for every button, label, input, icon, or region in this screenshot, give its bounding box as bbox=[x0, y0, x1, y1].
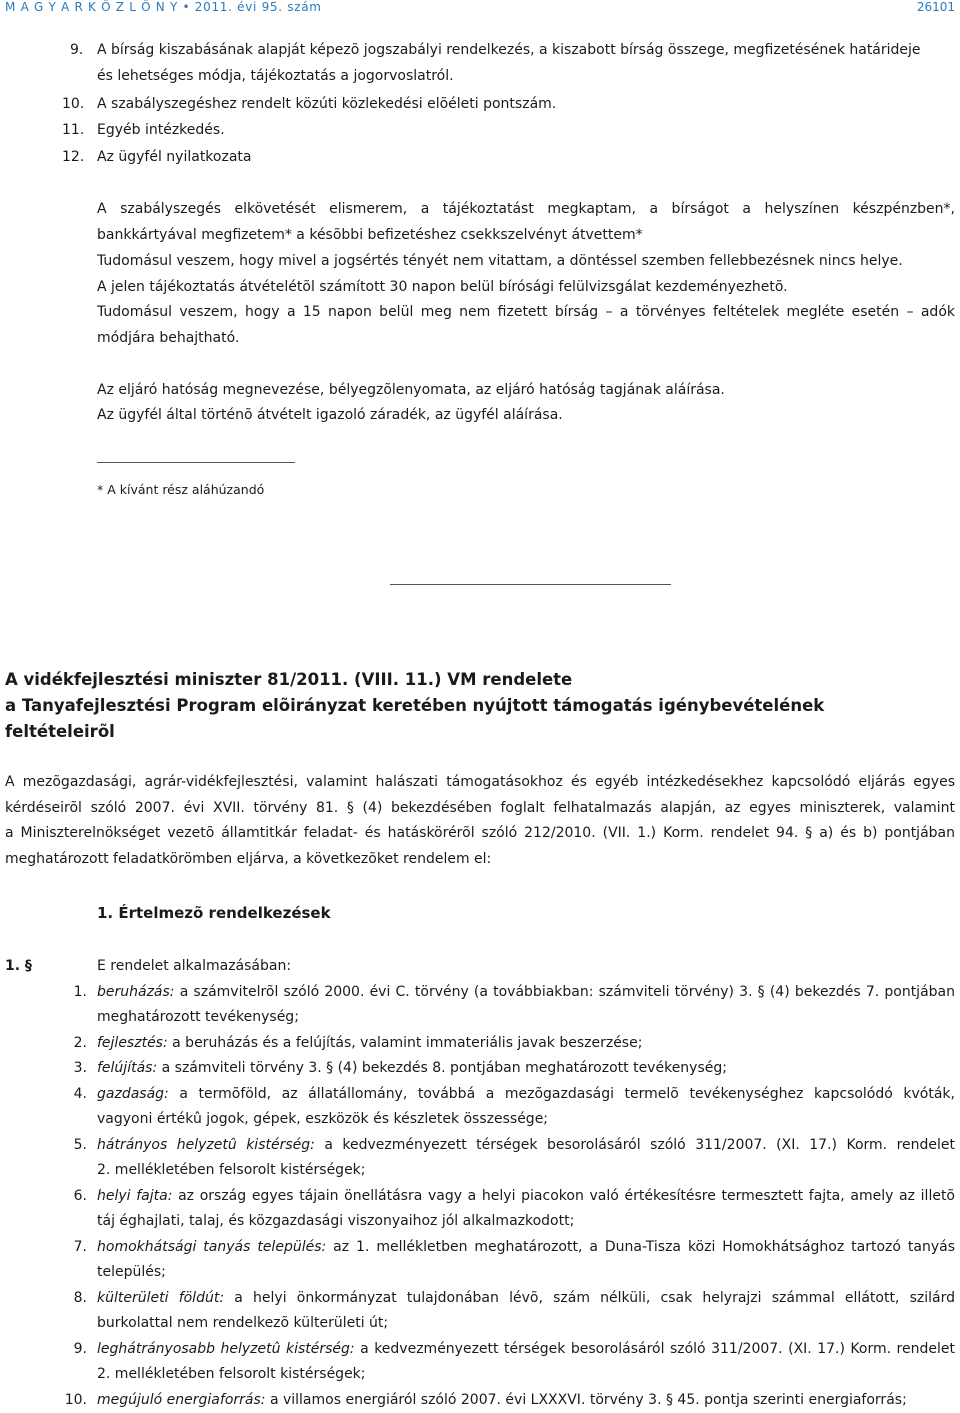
declaration-line: A jelen tájékoztatás átvételétõl számított 30 napon belül bírósági felülvizsgálat kezdeményezhetõ. bbox=[97, 279, 788, 295]
definition-text: a termõföld, az állatállomány, továbbá a mezõgazdasági termelõ tevékenységhez kapcsolódó kvóták, bbox=[168, 1086, 955, 1102]
journal-title: M A G Y A R K Ö Z L Ö N Y • 2011. évi 95. szám bbox=[5, 0, 322, 14]
definition-text: vagyoni értékû jogok, gépek, eszközök és készletek összessége; bbox=[97, 1111, 549, 1127]
definition-text: a kedvezményezett térségek besorolásáról szóló 311/2007. (XI. 17.) Korm. rendelet bbox=[314, 1137, 955, 1153]
definition-number: 8. bbox=[73, 1290, 87, 1306]
definition-text: meghatározott tevékenység; bbox=[97, 1009, 299, 1025]
chapter-heading: 1. Értelmezõ rendelkezések bbox=[97, 904, 331, 922]
definition-term: beruházás: bbox=[97, 984, 175, 1000]
signature-line: Az eljáró hatóság megnevezése, bélyegzõlenyomata, az eljáró hatóság tagjának aláírása. bbox=[97, 382, 725, 398]
definition-text: az ország egyes tájain önellátásra vagy a helyi piacokon való értékesítésre termesztett fajta, amely az illetõ bbox=[172, 1188, 956, 1204]
definition-term: helyi fajta: bbox=[97, 1188, 173, 1204]
list-item-text: és lehetséges módja, tájékoztatás a jogorvoslatról. bbox=[97, 68, 454, 84]
definition-number: 9. bbox=[73, 1341, 87, 1357]
list-number: 11. bbox=[62, 122, 85, 138]
definition-item bbox=[97, 979, 955, 1005]
declaration-line: Tudomásul veszem, hogy mivel a jogsértés tényét nem vitattam, a döntéssel szemben fellebbezésnek nincs helye. bbox=[97, 253, 903, 269]
definition-text: település; bbox=[97, 1264, 166, 1280]
definition-text: a számviteli törvény 3. § (4) bekezdés 8. pontjában meghatározott tevékenység; bbox=[157, 1060, 727, 1076]
definition-item bbox=[97, 1387, 907, 1413]
definition-text: burkolattal nem rendelkezõ külterületi út; bbox=[97, 1315, 389, 1331]
definition-term: külterületi földút: bbox=[97, 1290, 225, 1306]
definition-item bbox=[97, 1030, 642, 1056]
definition-term: homokhátsági tanyás település: bbox=[97, 1239, 327, 1255]
definition-text: az 1. mellékletben meghatározott, a Duna-Tisza közi Homokhátsághoz tartozó tanyás bbox=[326, 1239, 955, 1255]
preamble-line: kérdéseirõl szóló 2007. évi XVII. törvény 81. § (4) bekezdésében foglalt felhatalmazás alapján, az egyes miniszterek, valamint bbox=[5, 800, 955, 816]
list-number: 12. bbox=[62, 149, 85, 165]
signature-line: Az ügyfél által történõ átvételt igazoló záradék, az ügyfél aláírása. bbox=[97, 407, 563, 423]
definition-item bbox=[97, 1081, 955, 1107]
footnote-rule bbox=[97, 462, 295, 463]
definition-number: 3. bbox=[73, 1060, 87, 1076]
definition-number: 6. bbox=[73, 1188, 87, 1204]
footnote: * A kívánt rész aláhúzandó bbox=[97, 482, 265, 497]
definition-term: megújuló energiaforrás: bbox=[97, 1392, 266, 1408]
list-item-text: A bírság kiszabásának alapját képezõ jogszabályi rendelkezés, a kiszabott bírság összege, megfizetésének határideje bbox=[97, 42, 921, 58]
definition-text: a beruházás és a felújítás, valamint immateriális javak beszerzése; bbox=[167, 1035, 643, 1051]
definition-text: a kedvezményezett térségek besorolásáról szóló 311/2007. (XI. 17.) Korm. rendelet bbox=[354, 1341, 955, 1357]
definition-item bbox=[97, 1183, 955, 1209]
declaration-line: Tudomásul veszem, hogy a 15 napon belül meg nem fizetett bírság – a törvényes feltételek megléte esetén – adók bbox=[97, 304, 955, 320]
page-number: 26101 bbox=[916, 0, 955, 14]
page-header bbox=[5, 0, 955, 22]
definition-item bbox=[97, 1285, 955, 1311]
definition-term: hátrányos helyzetû kistérség: bbox=[97, 1137, 315, 1153]
preamble-line: A mezõgazdasági, agrár-vidékfejlesztési, valamint halászati támogatásokhoz és egyéb intézkedésekhez kapcsolódó eljárás egyes bbox=[5, 774, 955, 790]
definition-text: a helyi önkormányzat tulajdonában lévõ, szám nélküli, csak helyrajzi számmal ellátott, szilárd bbox=[224, 1290, 955, 1306]
decree-subtitle: feltételeirõl bbox=[5, 722, 115, 741]
definition-item bbox=[97, 1055, 727, 1081]
definition-text: a villamos energiáról szóló 2007. évi LXXXVI. törvény 3. § 45. pontja szerinti energiaforrás; bbox=[265, 1392, 907, 1408]
definition-number: 7. bbox=[73, 1239, 87, 1255]
declaration-line: módjára behajtható. bbox=[97, 330, 240, 346]
list-number: 9. bbox=[70, 42, 84, 58]
definition-number: 1. bbox=[73, 984, 87, 1000]
decree-title: A vidékfejlesztési miniszter 81/2011. (VIII. 11.) VM rendelete bbox=[5, 670, 573, 689]
definition-item bbox=[97, 1336, 955, 1362]
section-intro: E rendelet alkalmazásában: bbox=[97, 958, 292, 974]
list-item-text: A szabályszegéshez rendelt közúti közlekedési elõéleti pontszám. bbox=[97, 96, 557, 112]
declaration-line: A szabályszegés elkövetését elismerem, a tájékoztatást megkaptam, a bírságot a helyszínen készpénzben*, bbox=[97, 201, 955, 217]
preamble-line: a Miniszterelnökséget vezetõ államtitkár feladat- és hatáskörérõl szóló 212/2010. (VII. 1.) Korm. rendelet 94. § a) és b) pontjában bbox=[5, 825, 955, 841]
definition-number: 2. bbox=[73, 1035, 87, 1051]
definition-term: felújítás: bbox=[97, 1060, 158, 1076]
preamble-line: meghatározott feladatkörömben eljárva, a következõket rendelem el: bbox=[5, 851, 492, 867]
list-number: 10. bbox=[62, 96, 85, 112]
definition-text: a számvitelrõl szóló 2000. évi C. törvény (a továbbiakban: számviteli törvény) 3. § (4) bekezdés 7. pontjában bbox=[174, 984, 955, 1000]
list-item-text: Egyéb intézkedés. bbox=[97, 122, 225, 138]
definition-number: 10. bbox=[64, 1392, 87, 1408]
decree-subtitle: a Tanyafejlesztési Program elõirányzat keretében nyújtott támogatás igénybevételének bbox=[5, 696, 825, 715]
definition-number: 4. bbox=[73, 1086, 87, 1102]
section-mark: 1. § bbox=[5, 958, 32, 974]
section-separator bbox=[390, 584, 671, 585]
declaration-line: bankkártyával megfizetem* a késõbbi befizetéshez csekkszelvényt átvettem* bbox=[97, 227, 643, 243]
definition-text: 2. mellékletében felsorolt kistérségek; bbox=[97, 1366, 366, 1382]
definition-number: 5. bbox=[73, 1137, 87, 1153]
definition-text: 2. mellékletében felsorolt kistérségek; bbox=[97, 1162, 366, 1178]
definition-item bbox=[97, 1234, 955, 1260]
definition-item bbox=[97, 1132, 955, 1158]
definition-term: leghátrányosabb helyzetû kistérség: bbox=[97, 1341, 355, 1357]
list-item-text: Az ügyfél nyilatkozata bbox=[97, 149, 252, 165]
definition-term: fejlesztés: bbox=[97, 1035, 168, 1051]
definition-text: táj éghajlati, talaj, és közgazdasági viszonyaihoz jól alkalmazkodott; bbox=[97, 1213, 575, 1229]
definition-term: gazdaság: bbox=[97, 1086, 169, 1102]
